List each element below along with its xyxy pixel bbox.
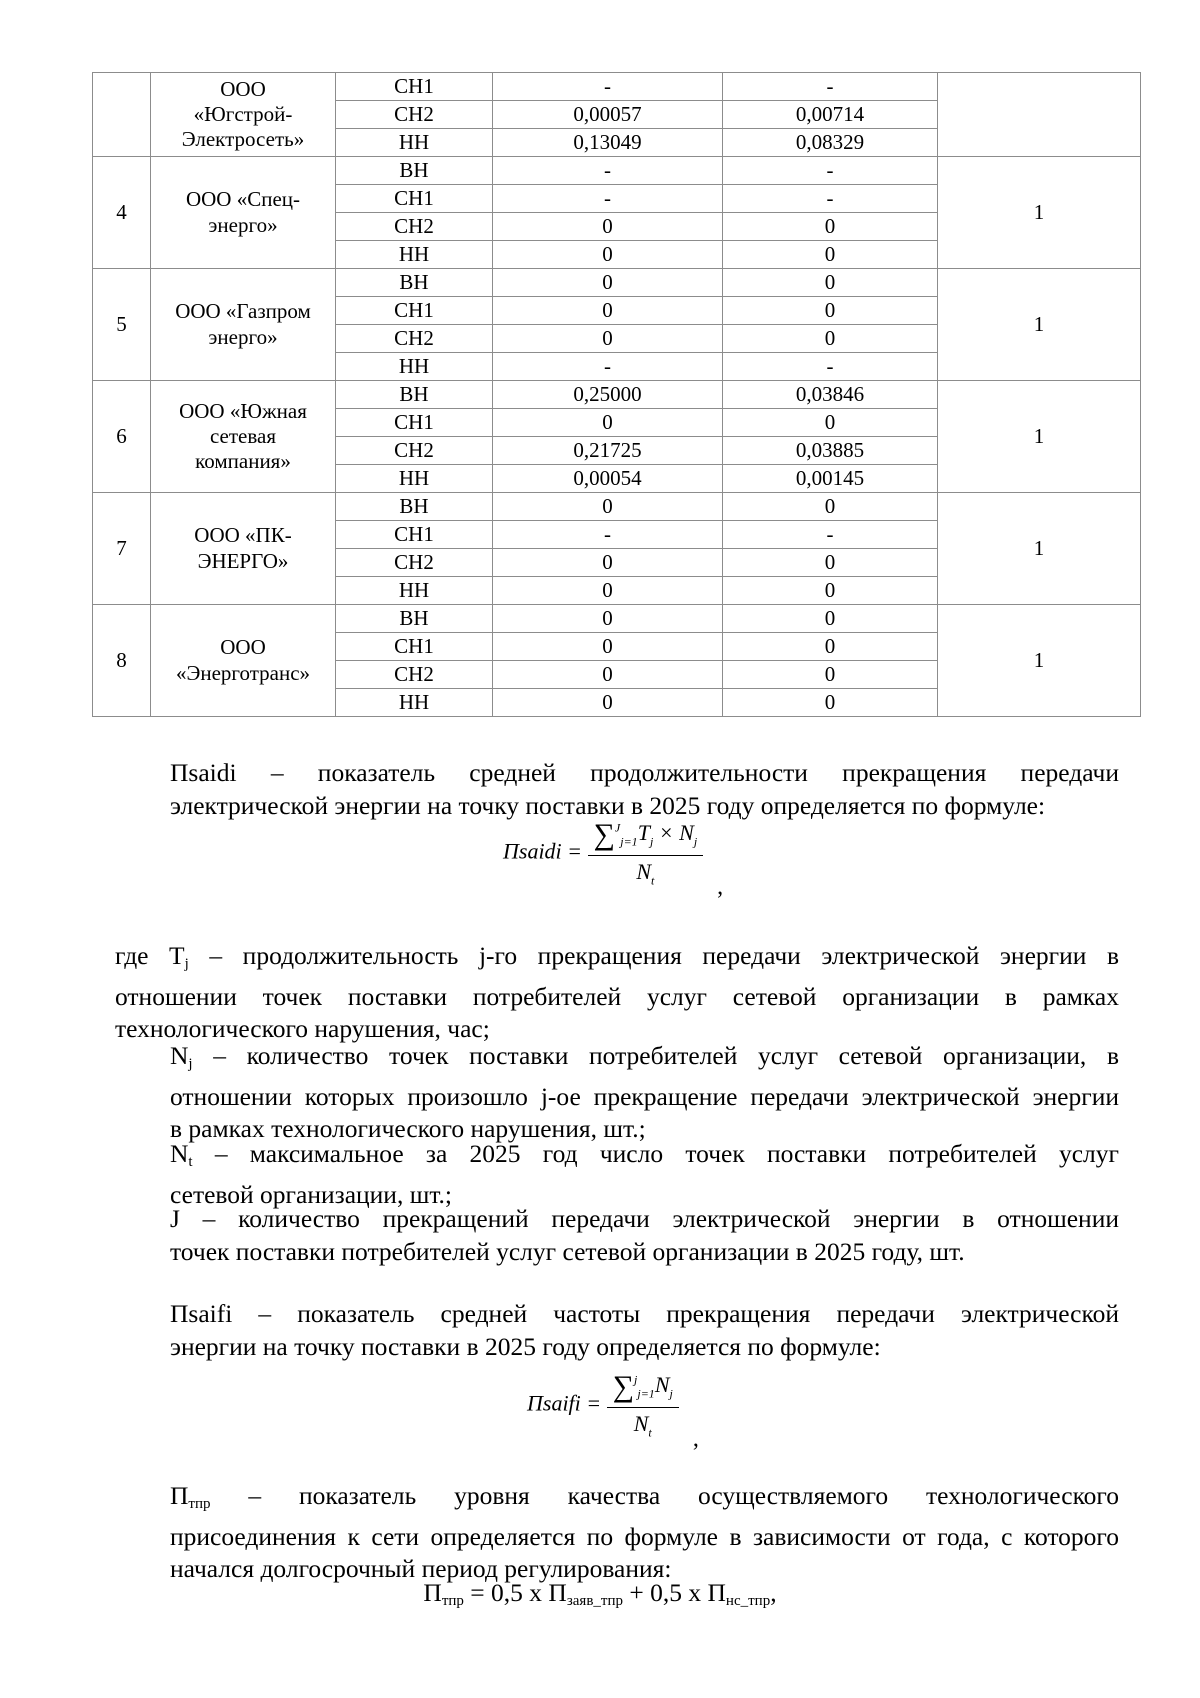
value-cell: 0 — [723, 689, 938, 717]
sum-upper: j — [634, 1372, 638, 1387]
table-row — [93, 381, 1141, 409]
organization-name-line: «Югстрой- — [193, 101, 293, 126]
organization-name-line: ЭНЕРГО» — [197, 548, 289, 573]
formula-numerator — [588, 818, 704, 856]
t-sub: j — [649, 834, 654, 849]
table-body — [93, 73, 1141, 717]
ptpr-sub: тпр — [188, 1496, 211, 1512]
den-sub: t — [651, 873, 655, 888]
value-cell: 0 — [493, 689, 723, 717]
voltage-level: СН2 — [336, 549, 493, 577]
value-cell: 0 — [493, 213, 723, 241]
row-number: 8 — [93, 605, 151, 717]
nj-text: в рамках технологического нарушения, шт.; — [170, 1114, 646, 1143]
nt-text: – максимальное за 2025 год число точек поставки потребителей услуг — [192, 1139, 1119, 1168]
value-cell: 0 — [493, 493, 723, 521]
value-cell: - — [723, 185, 938, 213]
formula-denominator — [607, 1408, 679, 1440]
voltage-level: СН2 — [336, 101, 493, 129]
saifi-intro-line: энергии на точку поставки в 2025 году определяется по формуле: — [170, 1331, 881, 1361]
value-cell: 0 — [493, 241, 723, 269]
value-cell: - — [723, 521, 938, 549]
value-cell: 0 — [493, 325, 723, 353]
den-var: N — [633, 1411, 649, 1436]
eq-text: , — [770, 1578, 777, 1607]
coefficient: 1 — [938, 269, 1141, 381]
eq-text: = 0,5 х П — [463, 1578, 567, 1607]
den-sub: t — [648, 1425, 652, 1440]
value-cell: 0,03885 — [723, 437, 938, 465]
row-number: 5 — [93, 269, 151, 381]
value-cell: - — [493, 73, 723, 101]
value-cell: 0,25000 — [493, 381, 723, 409]
ptpr-equation — [0, 1578, 1200, 1610]
value-cell: 0 — [723, 241, 938, 269]
value-cell: 0 — [723, 577, 938, 605]
voltage-level: СН2 — [336, 661, 493, 689]
value-cell: 0,13049 — [493, 129, 723, 157]
times-sign: × — [653, 820, 680, 845]
organization-name — [151, 493, 336, 605]
formula-comma: , — [692, 1426, 699, 1453]
saifi-formula — [527, 1370, 699, 1453]
tj-sub: j — [184, 956, 189, 972]
n-sub: j — [693, 834, 698, 849]
j-text: J – количество прекращений передачи электрической энергии в отношении — [170, 1204, 1119, 1233]
organization-name-line: ООО «ПК- — [194, 523, 292, 548]
nt-text: сетевой организации, шт.; — [170, 1179, 453, 1209]
voltage-level: НН — [336, 689, 493, 717]
nj-text: – количество точек поставки потребителей услуг сетевой организации, в — [192, 1041, 1119, 1070]
nj-label: N — [170, 1041, 189, 1070]
ptpr-text: присоединения к сети определяется по формуле в зависимости от года, с которого — [170, 1521, 1119, 1551]
row-number: 4 — [93, 157, 151, 269]
voltage-level: ВН — [336, 605, 493, 633]
formula-fraction — [588, 818, 704, 888]
organization-name-line: ООО «Спец- — [185, 187, 301, 212]
voltage-level: СН1 — [336, 633, 493, 661]
ptpr-definition — [115, 1480, 1119, 1586]
eq-p: П — [423, 1578, 442, 1607]
value-cell: 0,00714 — [723, 101, 938, 129]
value-cell: 0 — [723, 661, 938, 689]
voltage-level: ВН — [336, 381, 493, 409]
value-cell: 0 — [723, 297, 938, 325]
voltage-level: НН — [336, 577, 493, 605]
tj-label: где T — [115, 941, 185, 970]
voltage-level: НН — [336, 465, 493, 493]
value-cell: 0 — [723, 493, 938, 521]
value-cell: 0 — [723, 549, 938, 577]
value-cell: - — [493, 521, 723, 549]
value-cell: 0 — [723, 325, 938, 353]
value-cell: 0,21725 — [493, 437, 723, 465]
formula-fraction — [607, 1370, 679, 1440]
organization-name-line: сетевая — [209, 423, 276, 448]
t-var: T — [637, 820, 650, 845]
organization-name-line: «Энерготранс» — [175, 660, 311, 685]
nt-label: N — [170, 1139, 189, 1168]
organization-name — [151, 381, 336, 493]
sum-upper: J — [614, 820, 621, 835]
eq-sub: заяв_тпр — [566, 1593, 623, 1609]
value-cell: - — [723, 353, 938, 381]
organization-name-line: ООО «Южная — [179, 398, 307, 423]
organization-name-line: энерго» — [208, 324, 278, 349]
value-cell: 0,00145 — [723, 465, 938, 493]
n-sub: j — [669, 1386, 673, 1401]
organization-name-line: ООО «Газпром — [175, 299, 311, 324]
value-cell: 0 — [493, 409, 723, 437]
value-cell: 0 — [493, 577, 723, 605]
saifi-intro — [115, 1298, 1119, 1363]
voltage-level: СН2 — [336, 213, 493, 241]
eq-sub: нс_тпр — [725, 1593, 771, 1609]
value-cell: 0 — [723, 605, 938, 633]
voltage-level: НН — [336, 353, 493, 381]
nt-definition — [115, 1138, 1119, 1211]
nj-definition — [115, 1040, 1119, 1146]
voltage-level: НН — [336, 241, 493, 269]
coefficient: 1 — [938, 381, 1141, 493]
value-cell: - — [493, 157, 723, 185]
saidi-intro-line: электрической энергии на точку поставки в 2025 году определяется по формуле: — [170, 790, 1046, 820]
organization-name-line: компания» — [195, 449, 291, 474]
formula-comma: , — [717, 874, 724, 901]
table-row — [93, 157, 1141, 185]
value-cell: 0 — [723, 633, 938, 661]
voltage-level: СН1 — [336, 297, 493, 325]
formula-lhs: Пsaifi = — [527, 1390, 602, 1416]
saifi-intro-line: Пsaifi – показатель средней частоты прекращения передачи электрической — [170, 1299, 1119, 1328]
value-cell: - — [723, 157, 938, 185]
saidi-intro — [115, 757, 1119, 822]
ptpr-text: – показатель уровня качества осуществляемого технологического — [210, 1481, 1119, 1510]
organization-name-line: ООО — [220, 76, 266, 101]
value-cell: 0 — [493, 297, 723, 325]
row-number: 7 — [93, 493, 151, 605]
ptpr-text: начался долгосрочный период регулирования: — [170, 1554, 672, 1583]
voltage-level: ВН — [336, 493, 493, 521]
value-cell: 0 — [493, 549, 723, 577]
table-row — [93, 73, 1141, 101]
voltage-level: ВН — [336, 157, 493, 185]
j-definition — [115, 1203, 1119, 1268]
value-cell: 0,00057 — [493, 101, 723, 129]
value-cell: 0 — [723, 269, 938, 297]
voltage-level: ВН — [336, 269, 493, 297]
organization-name — [151, 269, 336, 381]
sum-symbol: ∑ — [593, 818, 615, 851]
organization-name-line: ООО — [220, 635, 266, 660]
table-row — [93, 269, 1141, 297]
sum-lower: j=1 — [637, 1386, 655, 1401]
voltage-level: СН1 — [336, 73, 493, 101]
reliability-table — [92, 72, 1141, 717]
saidi-formula — [503, 818, 723, 901]
voltage-level: НН — [336, 129, 493, 157]
formula-denominator — [588, 856, 704, 888]
voltage-level: СН2 — [336, 437, 493, 465]
value-cell: 0,00054 — [493, 465, 723, 493]
table-row — [93, 605, 1141, 633]
row-number: 6 — [93, 381, 151, 493]
voltage-level: СН2 — [336, 325, 493, 353]
j-text: точек поставки потребителей услуг сетевой организации в 2025 году, шт. — [170, 1236, 965, 1266]
value-cell: 0 — [493, 605, 723, 633]
value-cell: 0 — [493, 661, 723, 689]
tj-text: – продолжительность j-го прекращения передачи электрической энергии в — [188, 941, 1119, 970]
den-var: N — [636, 859, 652, 884]
value-cell: 0,03846 — [723, 381, 938, 409]
organization-name — [151, 157, 336, 269]
value-cell: - — [493, 185, 723, 213]
value-cell: 0 — [723, 409, 938, 437]
coefficient: 1 — [938, 157, 1141, 269]
coefficient: 1 — [938, 493, 1141, 605]
eq-sub: тпр — [441, 1593, 464, 1609]
n-var: N — [654, 1372, 670, 1397]
tj-text: отношении точек поставки потребителей услуг сетевой организации в рамках — [115, 981, 1119, 1011]
sum-symbol: ∑ — [612, 1370, 635, 1403]
value-cell: 0 — [493, 633, 723, 661]
value-cell: 0 — [723, 213, 938, 241]
voltage-level: СН1 — [336, 185, 493, 213]
eq-text: + 0,5 х П — [623, 1578, 726, 1607]
organization-name-line: Электросеть» — [181, 127, 305, 152]
formula-numerator — [607, 1370, 679, 1408]
voltage-level: СН1 — [336, 409, 493, 437]
organization-name — [151, 605, 336, 717]
coefficient — [938, 73, 1141, 157]
coefficient: 1 — [938, 605, 1141, 717]
nt-sub: t — [188, 1154, 193, 1170]
value-cell: - — [493, 353, 723, 381]
ptpr-label: П — [170, 1481, 189, 1510]
table-row — [93, 493, 1141, 521]
row-number — [93, 73, 151, 157]
n-var: N — [679, 820, 694, 845]
value-cell: 0 — [493, 269, 723, 297]
formula-lhs: Пsaidi = — [503, 838, 583, 864]
tj-text: технологического нарушения, час; — [115, 1014, 490, 1043]
nj-text: отношении которых произошло j-ое прекращение передачи электрической энергии — [170, 1081, 1119, 1111]
voltage-level: СН1 — [336, 521, 493, 549]
nj-sub: j — [188, 1056, 193, 1072]
organization-name-line: энерго» — [208, 212, 278, 237]
organization-name — [151, 73, 336, 157]
saidi-intro-line: Пsaidi – показатель средней продолжительности прекращения передачи — [170, 758, 1119, 787]
value-cell: 0,08329 — [723, 129, 938, 157]
where-tj — [115, 940, 1119, 1046]
sum-lower: j=1 — [620, 834, 638, 849]
value-cell: - — [723, 73, 938, 101]
